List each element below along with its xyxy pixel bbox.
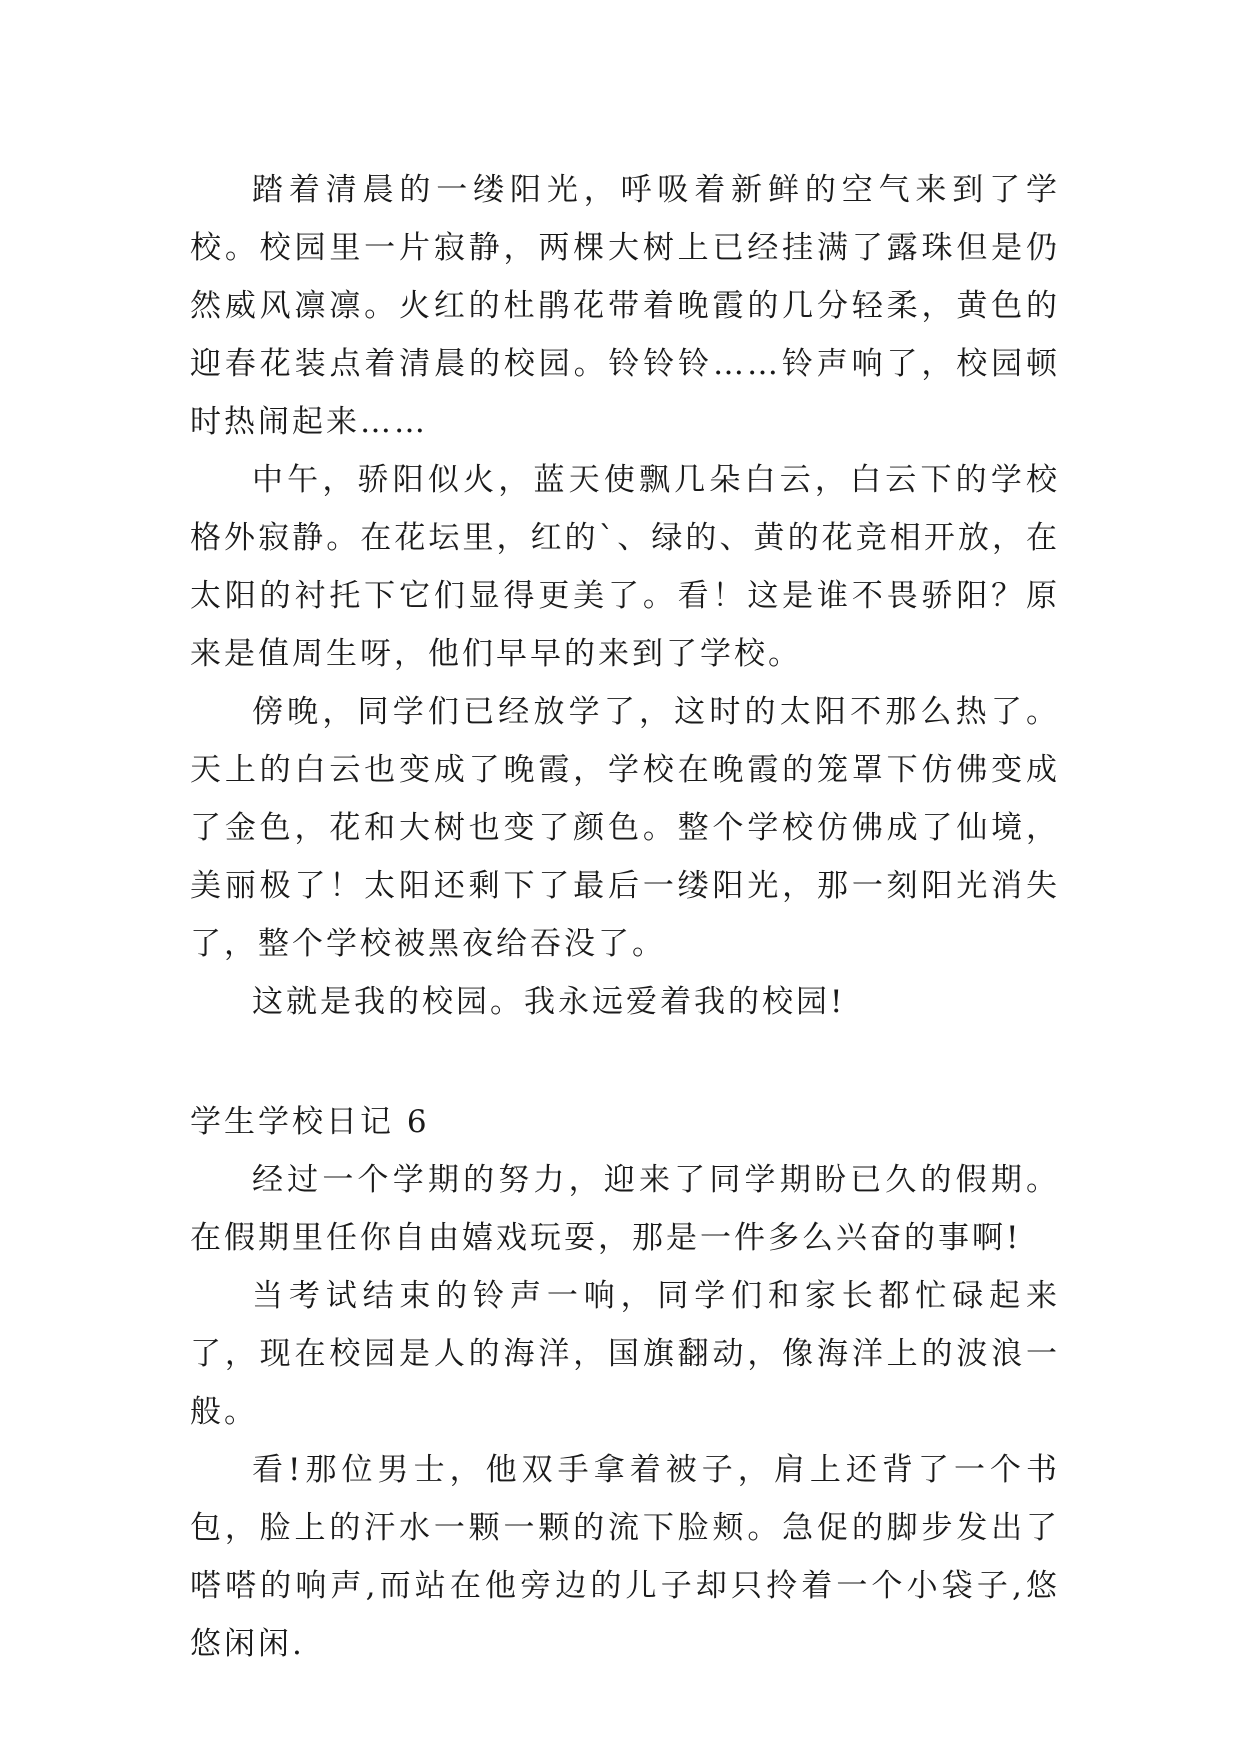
paragraph-conclusion: 这就是我的校园。我永远爱着我的校园! — [252, 984, 846, 1020]
paragraph-holiday: 经过一个学期的努力，迎来了同学期盼已久的假期。在假期里任你自由嬉戏玩耍，那是一件多么兴奋的事啊! — [190, 1162, 1060, 1256]
paragraph-morning: 踏着清晨的一缕阳光，呼吸着新鲜的空气来到了学校。校园里一片寂静，两棵大树上已经挂满了露珠但是仍然威风凛凛。火红的杜鹃花带着晚霞的几分轻柔，黄色的迎春花装点着清晨的校园。铃铃铃……铃声响了，校园顿时热闹起来…… — [190, 172, 1060, 440]
paragraph-noon: 中午，骄阳似火，蓝天使飘几朵白云，白云下的学校格外寂静。在花坛里，红的`、绿的、黄的花竞相开放，在太阳的衬托下它们显得更美了。看！这是谁不畏骄阳？原来是值周生呀，他们早早的来到了学校。 — [190, 462, 1060, 672]
paragraph-evening: 傍晚，同学们已经放学了，这时的太阳不那么热了。天上的白云也变成了晚霞，学校在晚霞的笼罩下仿佛变成了金色，花和大树也变了颜色。整个学校仿佛成了仙境，美丽极了！太阳还剩下了最后一缕阳光，那一刻阳光消失了，整个学校被黑夜给吞没了。 — [190, 694, 1060, 962]
document-body — [190, 161, 1060, 1673]
paragraph-exam-end: 当考试结束的铃声一响，同学们和家长都忙碌起来了，现在校园是人的海洋，国旗翻动，像海洋上的波浪一般。 — [190, 1278, 1060, 1430]
paragraph-father-son: 看!那位男士，他双手拿着被子，肩上还背了一个书包，脸上的汗水一颗一颗的流下脸颊。急促的脚步发出了嗒嗒的响声,而站在他旁边的儿子却只拎着一个小袋子,悠悠闲闲. — [190, 1452, 1060, 1662]
section-title: 学生学校日记 6 — [190, 1104, 430, 1140]
